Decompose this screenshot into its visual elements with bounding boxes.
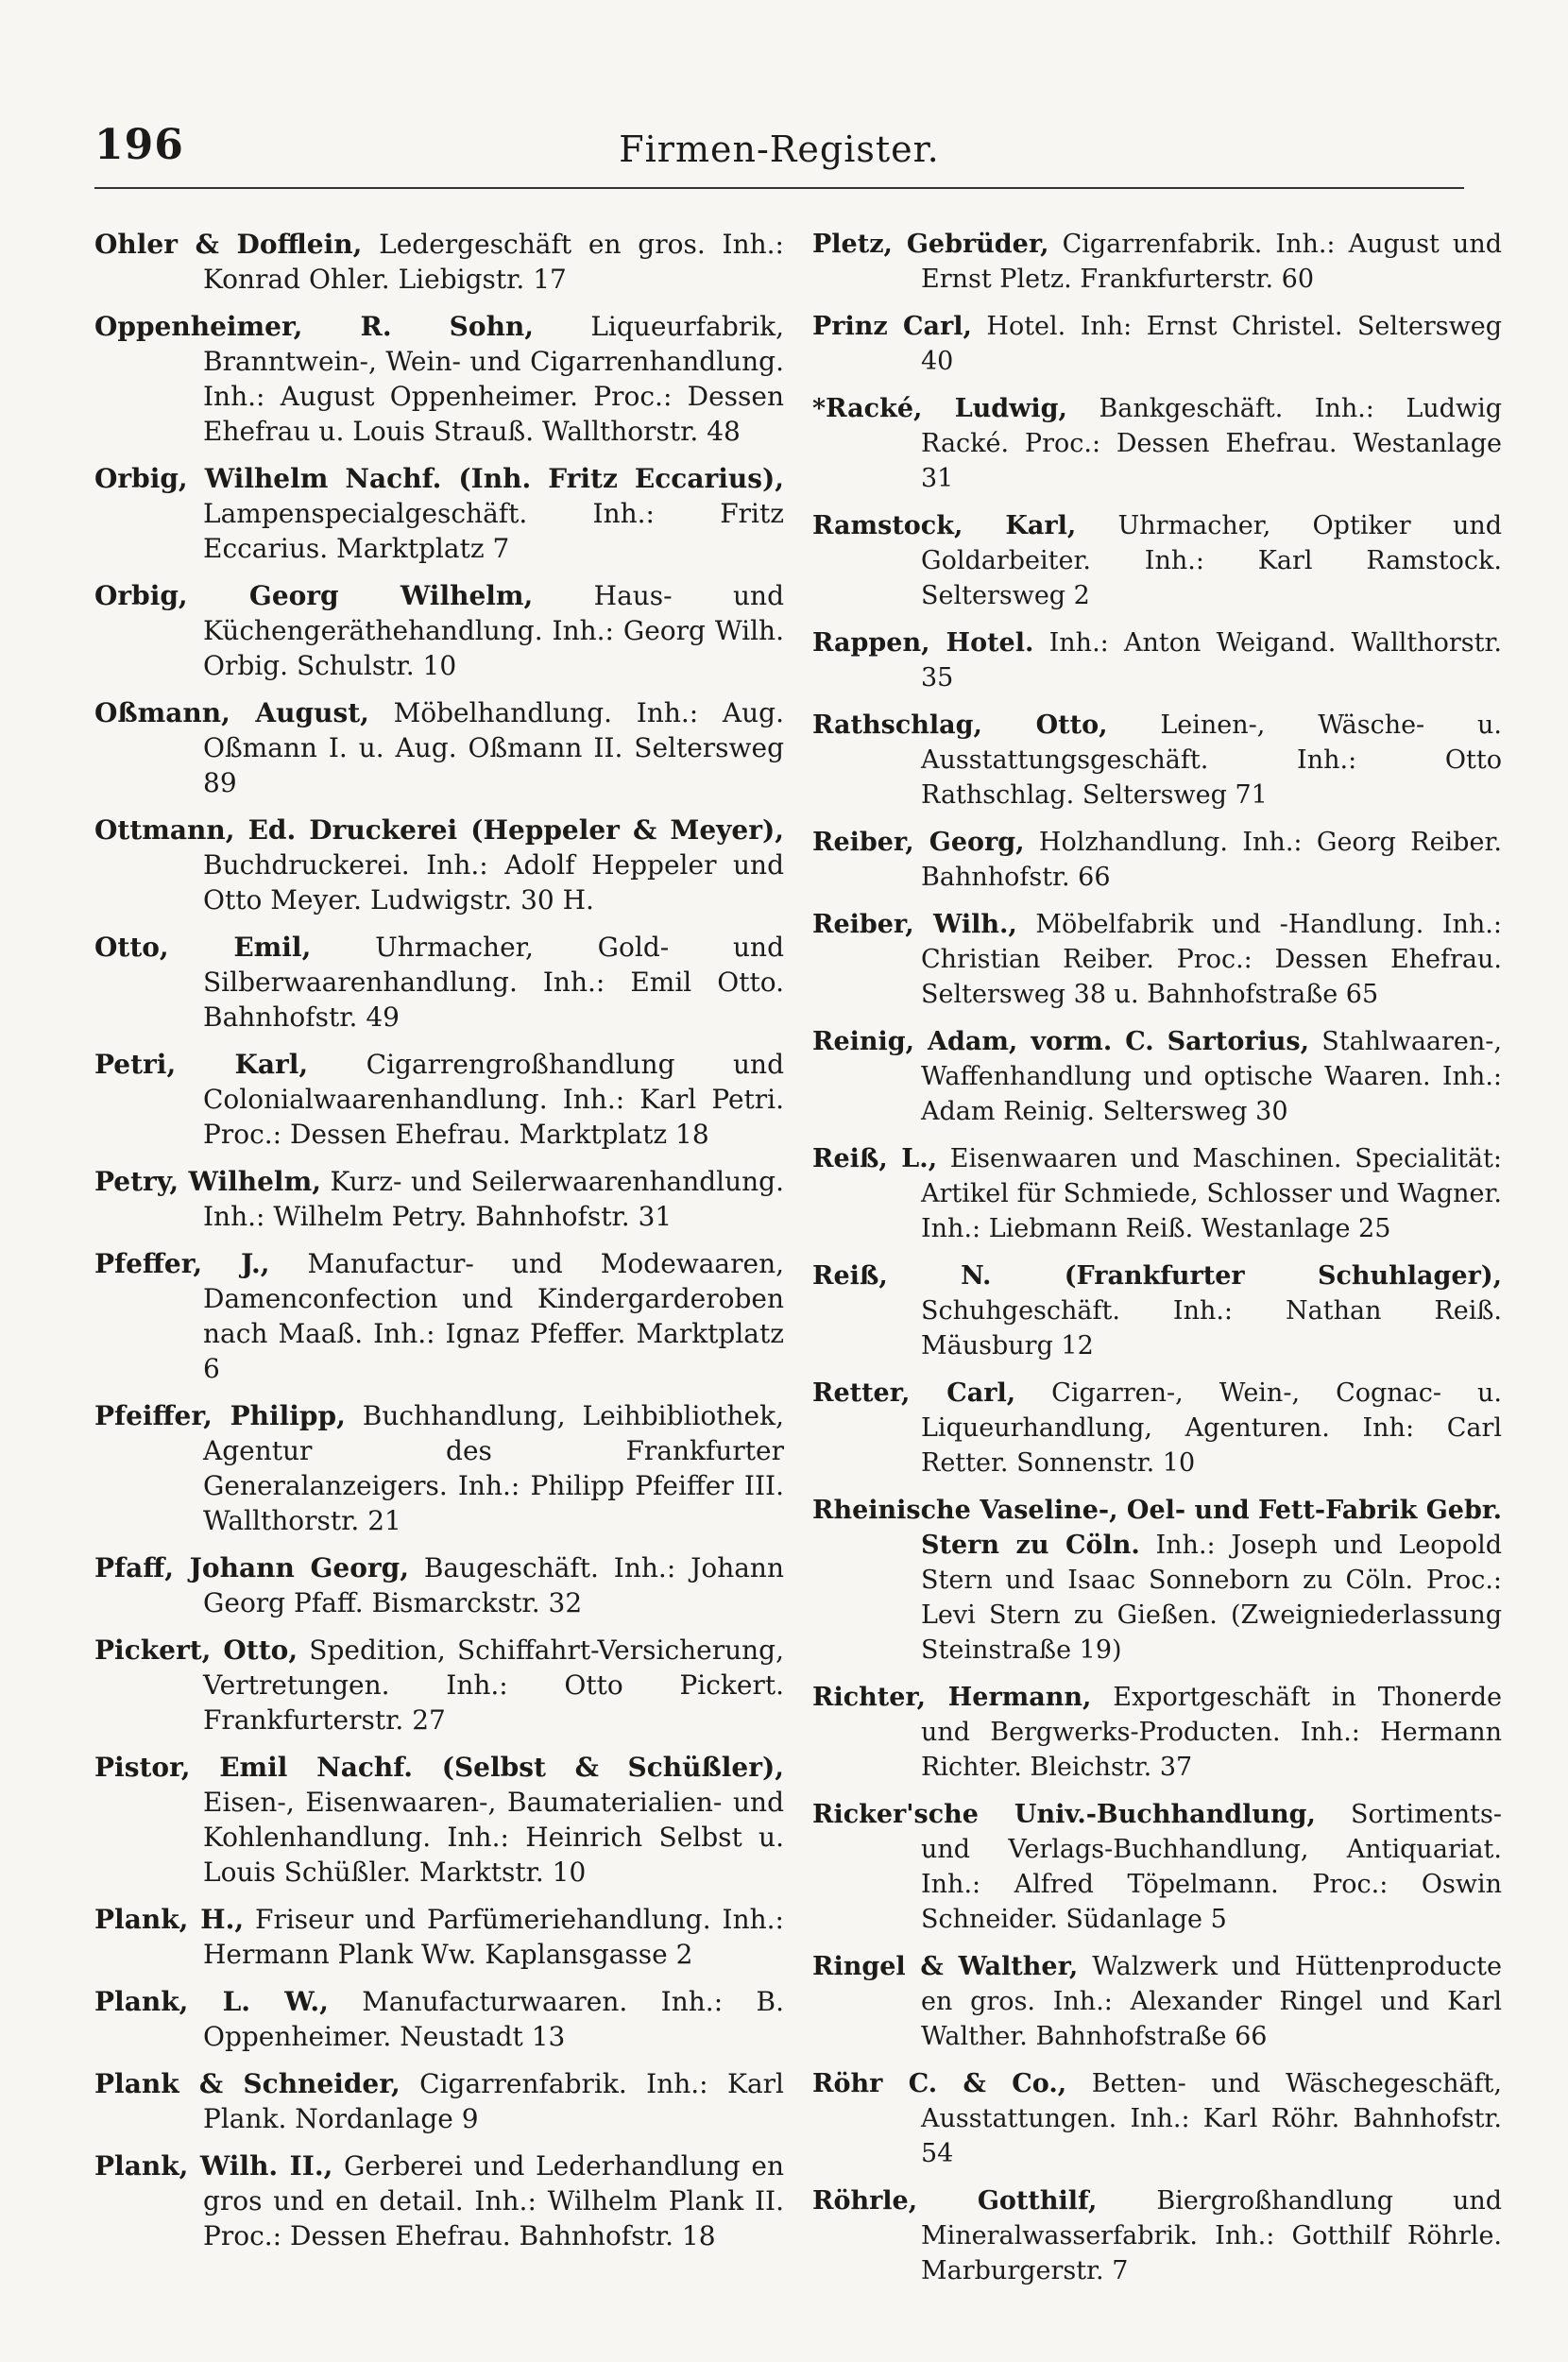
entry-description: Baugeschäft. Inh.: Johann Georg Pfaff. Bismarckstr. 32 [203,1552,784,1618]
firm-name: Röhrle, Gotthilf, [812,2186,1098,2216]
firm-name: Reiß, N. (Frankfurter Schuhlager), [812,1261,1502,1291]
entry-description: Betten- und Wäschegeschäft, Ausstattungen. Inh.: Karl Röhr. Bahnhofstr. 54 [921,2069,1502,2168]
entry-description: Bankgeschäft. Inh.: Ludwig Racké. Proc.: Dessen Ehefrau. Westanlage 31 [921,394,1502,493]
entry-description: Hotel. Inh: Ernst Christel. Seltersweg 40 [921,312,1502,376]
entry-description: Schuhgeschäft. Inh.: Nathan Reiß. Mäusburg 12 [921,1296,1502,1361]
entry-description: Inh.: Anton Weigand. Wallthorstr. 35 [921,628,1502,693]
firm-name: Ricker'sche Univ.-Buchhandlung, [812,1800,1316,1829]
running-title: Firmen-Register. [619,128,940,170]
firm-name: Plank, L. W., [94,1986,329,2017]
firm-name: Petri, Karl, [94,1049,309,1080]
firm-name: Ringel & Walther, [812,1952,1079,1981]
entry-description: Uhrmacher, Gold- und Silberwaarenhandlung. Inh.: Emil Otto. Bahnhofstr. 49 [203,932,784,1033]
register-entry [94,1164,784,1234]
register-entry [812,825,1502,895]
firm-name: Oppenheimer, R. Sohn, [94,311,535,342]
firm-name: Ramstock, Karl, [812,511,1077,540]
entry-description: Biergroßhandlung und Mineralwasserfabrik. Inh.: Gotthilf Röhrle. Marburgerstr. 7 [921,2186,1502,2285]
register-entry [94,1047,784,1152]
firm-name: Pickert, Otto, [94,1635,298,1666]
entry-description: Haus- und Küchengeräthehandlung. Inh.: Georg Wilh. Orbig. Schulstr. 10 [203,580,784,681]
entry-description: Uhrmacher, Optiker und Goldarbeiter. Inh.: Karl Ramstock. Seltersweg 2 [921,511,1503,610]
firm-name: Pfeffer, J., [94,1248,270,1279]
entry-description: Manufacturwaaren. Inh.: B. Oppenheimer. Neustadt 13 [203,1986,784,2052]
header-rule [94,187,1464,189]
register-entry [812,625,1502,695]
entry-description: Eisen-, Eisenwaaren-, Baumaterialien- und Kohlenhandlung. Inh.: Heinrich Selbst u. Louis Schüßler. Marktstr. 10 [203,1787,784,1888]
firm-name: Pfaff, Johann Georg, [94,1552,409,1583]
entry-description: Spedition, Schiffahrt-Versicherung, Vertretungen. Inh.: Otto Pickert. Frankfurterstr. 27 [203,1635,785,1736]
register-entry [812,1680,1502,1785]
register-entry [812,1141,1502,1246]
firm-name: Röhr C. & Co., [812,2069,1067,2098]
register-entry [94,813,784,917]
entry-description: Cigarrengroßhandlung und Colonialwaarenhandlung. Inh.: Karl Petri. Proc.: Dessen Ehefrau. Marktplatz 18 [203,1049,784,1150]
firm-name: Plank & Schneider, [94,2068,401,2099]
entry-description: Leinen-, Wäsche- u. Ausstattungsgeschäft. Inh.: Otto Rathschlag. Seltersweg 71 [921,710,1502,810]
firm-name: Ohler & Dofflein, [94,229,363,260]
entry-description: Gerberei und Lederhandlung en gros und en detail. Inh.: Wilhelm Plank II. Proc.: Dessen Ehefrau. Bahnhofstr. 18 [203,2150,784,2251]
entry-description: Möbelfabrik und -Handlung. Inh.: Christian Reiber. Proc.: Dessen Ehefrau. Seltersweg 38 u. Bahnhofstraße 65 [921,910,1502,1009]
register-entry [812,2066,1502,2171]
firm-name: Rathschlag, Otto, [812,710,1108,740]
firm-name: Reiber, Georg, [812,828,1025,857]
page-header [94,121,1464,187]
firm-name: Otto, Emil, [94,932,312,963]
entry-description: Buchdruckerei. Inh.: Adolf Heppeler und Otto Meyer. Ludwigstr. 30 H. [203,849,784,916]
left-column [94,227,784,2266]
register-entry [94,1750,784,1890]
page-number: 196 [94,121,184,169]
firm-name: Orbig, Georg Wilhelm, [94,580,534,611]
register-entry [812,508,1502,613]
register-entry [812,1949,1502,2054]
entry-description: Ledergeschäft en gros. Inh.: Konrad Ohler. Liebigstr. 17 [203,229,784,295]
firm-name: Pistor, Emil Nachf. (Selbst & Schüßler), [94,1752,784,1783]
entry-description: Cigarren-, Wein-, Cognac- u. Liqueurhandlung, Agenturen. Inh: Carl Retter. Sonnenstr. 10 [921,1378,1502,1478]
register-entry [812,1024,1502,1129]
entry-description: Inh.: Joseph und Leopold Stern und Isaac Sonneborn zu Cöln. Proc.: Levi Stern zu Gießen. (Zweigniederlassung Steinstraße 19) [921,1531,1502,1665]
firm-name: Oßmann, August, [94,697,369,728]
firm-name: Orbig, Wilhelm Nachf. (Inh. Fritz Eccarius), [94,463,784,494]
firm-name: Reiß, L., [812,1144,938,1173]
register-entry [812,1376,1502,1481]
right-column [812,227,1502,2301]
firm-name: Reinig, Adam, vorm. C. Sartorius, [812,1027,1310,1056]
firm-name: Retter, Carl, [812,1378,1016,1408]
firm-name: Plank, Wilh. II., [94,2150,333,2182]
firm-name: Prinz Carl, [812,312,972,341]
register-entry [812,1258,1502,1363]
firm-name: *Racké, Ludwig, [812,394,1067,423]
firm-name: Reiber, Wilh., [812,910,1017,939]
register-entry [94,461,784,566]
register-entry [94,227,784,297]
entry-description: Lampenspecialgeschäft. Inh.: Fritz Eccarius. Marktplatz 7 [203,498,784,564]
entry-description: Holzhandlung. Inh.: Georg Reiber. Bahnhofstr. 66 [921,828,1502,892]
entry-description: Manufactur- und Modewaaren, Damenconfection und Kindergarderoben nach Maaß. Inh.: Ignaz Pfeffer. Marktplatz 6 [203,1248,785,1384]
register-entry [94,930,784,1035]
register-entry [812,2183,1502,2288]
register-entry [94,1984,784,2054]
register-entry [812,907,1502,1012]
entry-description: Buchhandlung, Leihbibliothek, Agentur des Frankfurter Generalanzeigers. Inh.: Philipp Pfeiffer III. Wallthorstr. 21 [203,1400,784,1536]
entry-description: Sortiments- und Verlags-Buchhandlung, Antiquariat. Inh.: Alfred Töpelmann. Proc.: Oswin Schneider. Südanlage 5 [921,1800,1502,1934]
entry-description: Eisenwaaren und Maschinen. Specialität: Artikel für Schmiede, Schlosser und Wagner. Inh.: Liebmann Reiß. Westanlage 25 [921,1144,1502,1243]
firm-name: Petry, Wilhelm, [94,1166,321,1197]
register-entry [812,1493,1502,1668]
firm-name: Rheinische Vaseline-, Oel- und Fett-Fabrik Gebr. Stern zu Cöln. [812,1496,1502,1560]
firm-name: Rappen, Hotel. [812,628,1034,658]
register-entry [94,2066,784,2136]
firm-name: Richter, Hermann, [812,1683,1092,1712]
register-entry [94,309,784,449]
register-entry [812,1797,1502,1937]
register-entry [812,708,1502,813]
entry-description: Exportgeschäft in Thonerde und Bergwerks-Producten. Inh.: Hermann Richter. Bleichstr. 37 [921,1683,1502,1782]
register-entry [94,578,784,683]
register-entry [812,309,1502,379]
firm-name: Pfeiffer, Philipp, [94,1400,346,1431]
entry-description: Stahlwaaren-, Waffenhandlung und optische Waaren. Inh.: Adam Reinig. Seltersweg 30 [921,1027,1502,1126]
register-entry [94,1246,784,1386]
firm-name: Pletz, Gebrüder, [812,230,1049,259]
entry-description: Cigarrenfabrik. Inh.: August und Ernst Pletz. Frankfurterstr. 60 [921,230,1502,294]
register-entry [812,391,1502,496]
entry-description: Cigarrenfabrik. Inh.: Karl Plank. Nordanlage 9 [203,2068,784,2134]
register-entry [94,1902,784,1972]
register-entry [94,2148,784,2253]
register-entry [94,1633,784,1737]
entry-description: Friseur und Parfümeriehandlung. Inh.: Hermann Plank Ww. Kaplansgasse 2 [203,1904,784,1970]
firm-name: Plank, H., [94,1904,245,1935]
entry-description: Liqueurfabrik, Branntwein-, Wein- und Cigarrenhandlung. Inh.: August Oppenheimer. Proc.: Dessen Ehefrau u. Louis Strauß. Wallthorstr. 48 [203,311,784,447]
register-entry [94,1550,784,1620]
register-entry [94,1398,784,1538]
register-entry [94,695,784,800]
firm-name: Ottmann, Ed. Druckerei (Heppeler & Meyer), [94,814,784,846]
entry-description: Möbelhandlung. Inh.: Aug. Oßmann I. u. Aug. Oßmann II. Seltersweg 89 [203,697,784,798]
register-entry [812,227,1502,297]
entry-description: Walzwerk und Hüttenproducte en gros. Inh.: Alexander Ringel und Karl Walther. Bahnhofstraße 66 [921,1952,1502,2051]
entry-description: Kurz- und Seilerwaarenhandlung. Inh.: Wilhelm Petry. Bahnhofstr. 31 [203,1166,784,1232]
